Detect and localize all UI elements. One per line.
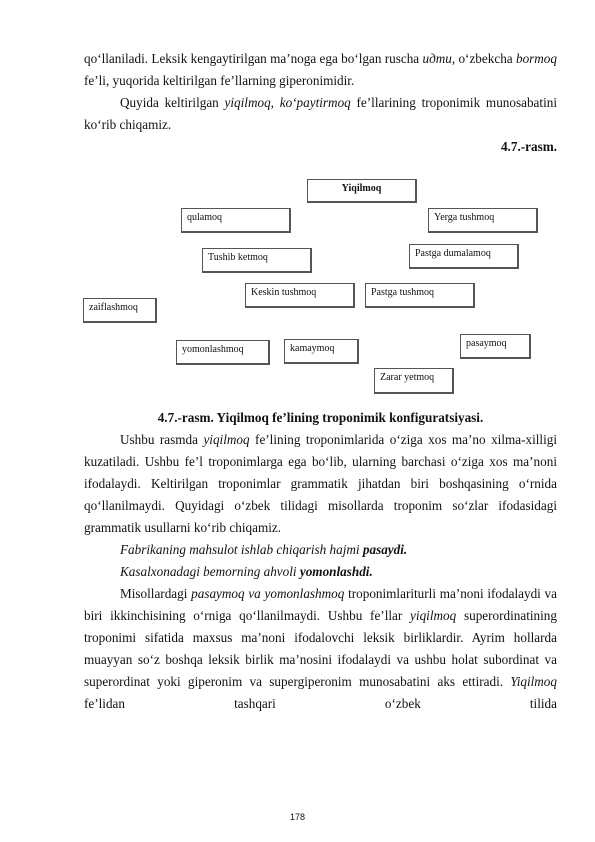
text-run: fe’llarining troponimik munosabatini ko‘rib chiqamiz. <box>84 95 557 132</box>
paragraph-2 <box>84 92 557 136</box>
text-run: fe’li, yuqorida keltirilgan fe’llarning giperonimidir. <box>84 73 355 88</box>
italic-term: bormoq <box>515 51 557 66</box>
figure-label: 4.7.-rasm. <box>500 139 557 154</box>
text-run: qo‘llaniladi. Leksik kengaytirilgan ma’noga ega bo‘lgan ruscha <box>84 51 423 66</box>
paragraph-1 <box>84 48 557 92</box>
italic-term: Yiqilmoq <box>510 674 557 689</box>
node-keskin-tushmoq: Keskin tushmoq <box>245 283 355 308</box>
node-pastga-dumalamoq: Pastga dumalamoq <box>409 244 519 269</box>
example-text: Fabrikaning mahsulot ishlab chiqarish hajmi <box>120 542 363 557</box>
example-2 <box>84 561 557 583</box>
node-kamaymoq: kamaymoq <box>284 339 359 364</box>
text-run: fe’lidan tashqari o‘zbek tilida <box>84 696 557 711</box>
text-run: fe’lining troponimlarida o‘ziga xos ma’no xilma-xilligi kuzatiladi. Ushbu fe’l troponimlarga ega bo‘lib, ularning barchasi o‘ziga xos ma’noni ifodalaydi. Keltirilgan troponimlar grammatik jihatdan biri boshqasining o‘rnida qo‘llanilmaydi. Quyidagi o‘zbek tilidagi misollarda troponim so‘zlar ifodasidagi grammatik usullarni ko‘rib chiqamiz. <box>84 432 557 535</box>
text-run: Ushbu rasmda <box>120 432 204 447</box>
italic-term: yiqilmoq <box>410 608 457 623</box>
text-run: Quyida keltirilgan <box>120 95 225 110</box>
example-verb: yomonlashdi. <box>299 564 373 579</box>
text-run: Misollardagi <box>120 586 192 601</box>
top-text <box>84 48 557 158</box>
italic-term: yiqilmoq, ko‘paytirmoq <box>224 95 351 110</box>
text-run: o‘zbekcha <box>455 51 516 66</box>
node-pasaymoq: pasaymoq <box>460 334 531 359</box>
text-run: troponimlariturli ma’noni ifodalaydi va biri ikkinchisining o‘rniga qo‘llanilmaydi. Ushbu fe’llar <box>84 586 558 623</box>
example-text: Kasalxonadagi bemorning ahvoli <box>120 564 300 579</box>
node-yomonlashmoq: yomonlashmoq <box>176 340 270 365</box>
italic-term: uдти, <box>422 51 456 66</box>
figure-caption: 4.7.-rasm. Yiqilmoq fe’lining troponimik konfiguratsiyasi. <box>157 410 484 425</box>
node-zarar-yetmoq: Zarar yetmoq <box>374 368 454 394</box>
lower-text <box>84 407 557 715</box>
node-pastga-tushmoq: Pastga tushmoq <box>365 283 475 308</box>
italic-term: yiqilmoq <box>203 432 250 447</box>
node-root: Yiqilmoq <box>307 179 417 203</box>
paragraph-3 <box>84 429 557 539</box>
page-number: 178 <box>289 812 306 822</box>
example-1 <box>84 539 557 561</box>
italic-term: pasaymoq va yomonlashmoq <box>191 586 345 601</box>
node-zaiflashmoq: zaiflashmoq <box>83 298 157 323</box>
paragraph-4 <box>84 583 557 715</box>
example-verb: pasaydi. <box>362 542 408 557</box>
node-tushib-ketmoq: Tushib ketmoq <box>202 248 312 273</box>
node-yerga-tushmoq: Yerga tushmoq <box>428 208 538 233</box>
node-qulamoq: qulamoq <box>181 208 291 233</box>
text-run: superordinatining troponimi sifatida maxsus ma’noni ifodalovchi leksik birliklardir. Ayrim hollarda muayyan so‘z boshqa leksik birlik ma’nosini ifodalaydi va ushbu holat subordinat va superordinat yoki giperonim va supergiperonim munosabatini aks ettiradi. <box>84 608 557 689</box>
